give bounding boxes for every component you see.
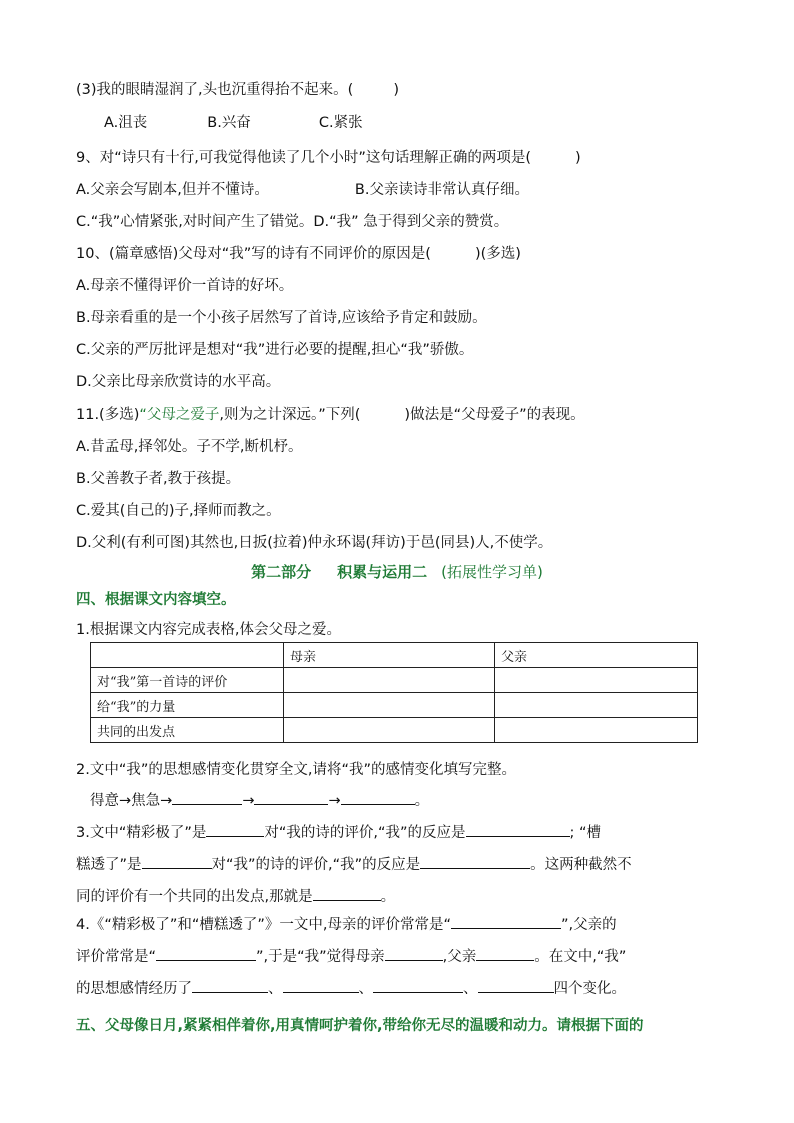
table-cell-blank[interactable]: [495, 718, 698, 743]
quote-highlight: “父母之爱子: [139, 407, 220, 423]
fill-blank[interactable]: [420, 854, 530, 869]
parents-evaluation-table: [90, 642, 698, 743]
question-11: 11.(多选)“父母之爱子,则为之计深远。”下列( )做法是“父母爱子”的表现。: [76, 407, 585, 423]
table-cell-blank[interactable]: [284, 718, 495, 743]
question-11-option-c: C.爱其(自己的)子,择师而教之。: [76, 503, 281, 519]
question-10: 10、(篇章感悟)父母对“我”写的诗有不同评价的原因是( )(多选): [76, 246, 521, 262]
table-row-label: 给“我”的力量: [91, 693, 284, 718]
table-cell-blank[interactable]: [284, 668, 495, 693]
section-4-title: 四、根据课文内容填空。: [76, 592, 236, 608]
table-header-cell: 父亲: [495, 643, 698, 668]
table-row: [91, 718, 698, 743]
fill-blank[interactable]: [283, 978, 359, 993]
table-row-label: 共同的出发点: [91, 718, 284, 743]
section-4-q2: 2.文中“我”的思想感情变化贯穿全文,请将“我”的感情变化填写完整。: [76, 762, 516, 778]
table-row: [91, 693, 698, 718]
question-3-options: [104, 113, 363, 133]
fill-blank[interactable]: [451, 914, 561, 929]
table-header-cell: [91, 643, 284, 668]
question-10-option-a: A.母亲不懂得评价一首诗的好坏。: [76, 278, 294, 294]
section-4-q4-line1: 4.《“精彩极了”和“槽糕透了”》一文中,母亲的评价常常是“ ”,父亲的: [76, 914, 617, 935]
table-cell-blank[interactable]: [495, 668, 698, 693]
table-row-label: 对“我”第一首诗的评价: [91, 668, 284, 693]
question-3: (3)我的眼睛湿润了,头也沉重得抬不起来。( ): [76, 82, 399, 98]
option-b: B.兴奋: [207, 115, 251, 131]
fill-blank[interactable]: [478, 978, 554, 993]
question-10-option-d: D.父亲比母亲欣赏诗的水平高。: [76, 374, 281, 390]
section-4-q4-line2: 评价常常是“ ”,于是“我”觉得母亲 ,父亲 。在文中,“我”: [76, 946, 626, 967]
fill-blank[interactable]: [385, 946, 443, 961]
fill-blank[interactable]: [206, 822, 264, 837]
fill-blank[interactable]: [373, 978, 463, 993]
fill-blank[interactable]: [341, 790, 415, 805]
fill-blank[interactable]: [142, 854, 212, 869]
question-9: 9、对“诗只有十行,可我觉得他读了几个小时”这句话理解正确的两项是( ): [76, 150, 581, 166]
question-9-options-ab: [76, 180, 529, 200]
fill-blank[interactable]: [313, 886, 381, 901]
fill-blank[interactable]: [172, 790, 242, 805]
fill-blank[interactable]: [466, 822, 570, 837]
table-row: [91, 668, 698, 693]
table-header-row: [91, 643, 698, 668]
fill-blank[interactable]: [254, 790, 328, 805]
option-a: A.沮丧: [104, 115, 148, 131]
fill-blank[interactable]: [192, 978, 268, 993]
question-10-option-c: C.父亲的严厉批评是想对“我”进行必要的提醒,担心“我”骄傲。: [76, 342, 474, 358]
question-11-option-b: B.父善教子者,教于孩提。: [76, 471, 241, 487]
option-c: C.紧张: [318, 115, 363, 131]
table-cell-blank[interactable]: [495, 693, 698, 718]
option-b: B.父亲读诗非常认真仔细。: [354, 182, 529, 198]
section-5-title: 五、父母像日月,紧紧相伴着你,用真情呵护着你,带给你无尽的温暖和动力。请根据下面的: [76, 1018, 644, 1034]
part-2-title: 第二部分 积累与运用二 (拓展性学习单): [251, 563, 543, 581]
question-11-option-a: A.昔孟母,择邻处。子不学,断机杼。: [76, 439, 303, 455]
option-a: A.父亲会写剧本,但并不懂诗。: [76, 182, 269, 198]
question-9-options-cd: [76, 212, 508, 232]
section-4-q4-line3: 的思想感情经历了 、 、 、 四个变化。: [76, 978, 626, 999]
fill-blank[interactable]: [476, 946, 534, 961]
question-10-option-b: B.母亲看重的是一个小孩子居然写了首诗,应该给予肯定和鼓励。: [76, 310, 487, 326]
option-d: D.“我” 急于得到父亲的赞赏。: [313, 214, 509, 230]
option-c: C.“我”心情紧张,对时间产生了错觉。: [76, 214, 314, 230]
question-9-stem: 9、对“诗只有十行,可我觉得他读了几个小时”这句话理解正确的两项是(: [76, 150, 532, 166]
question-11-option-d: D.父利(有利可图)其然也,日扳(拉着)仲永环谒(拜访)于邑(同县)人,不使学。: [76, 535, 553, 551]
table-cell-blank[interactable]: [284, 693, 495, 718]
section-4-q3-line2: 糕透了”是 对“我”的诗的评价,“我”的反应是 。这两种截然不: [76, 854, 632, 875]
question-3-stem: (3)我的眼睛湿润了,头也沉重得抬不起来。(: [76, 82, 354, 98]
fill-blank[interactable]: [156, 946, 256, 961]
section-4-q3-line1: 3.文中“精彩极了”是 对“我的诗的评价,“我”的反应是 ; “槽: [76, 822, 601, 843]
section-4-q2-chain: 得意→焦急→ → → 。: [90, 790, 429, 811]
section-4-q3-line3: 同的评价有一个共同的出发点,那就是 。: [76, 886, 395, 907]
table-header-cell: 母亲: [284, 643, 495, 668]
section-4-q1: 1.根据课文内容完成表格,体会父母之爱。: [76, 622, 341, 638]
question-10-stem: 10、(篇章感悟)父母对“我”写的诗有不同评价的原因是(: [76, 246, 431, 262]
